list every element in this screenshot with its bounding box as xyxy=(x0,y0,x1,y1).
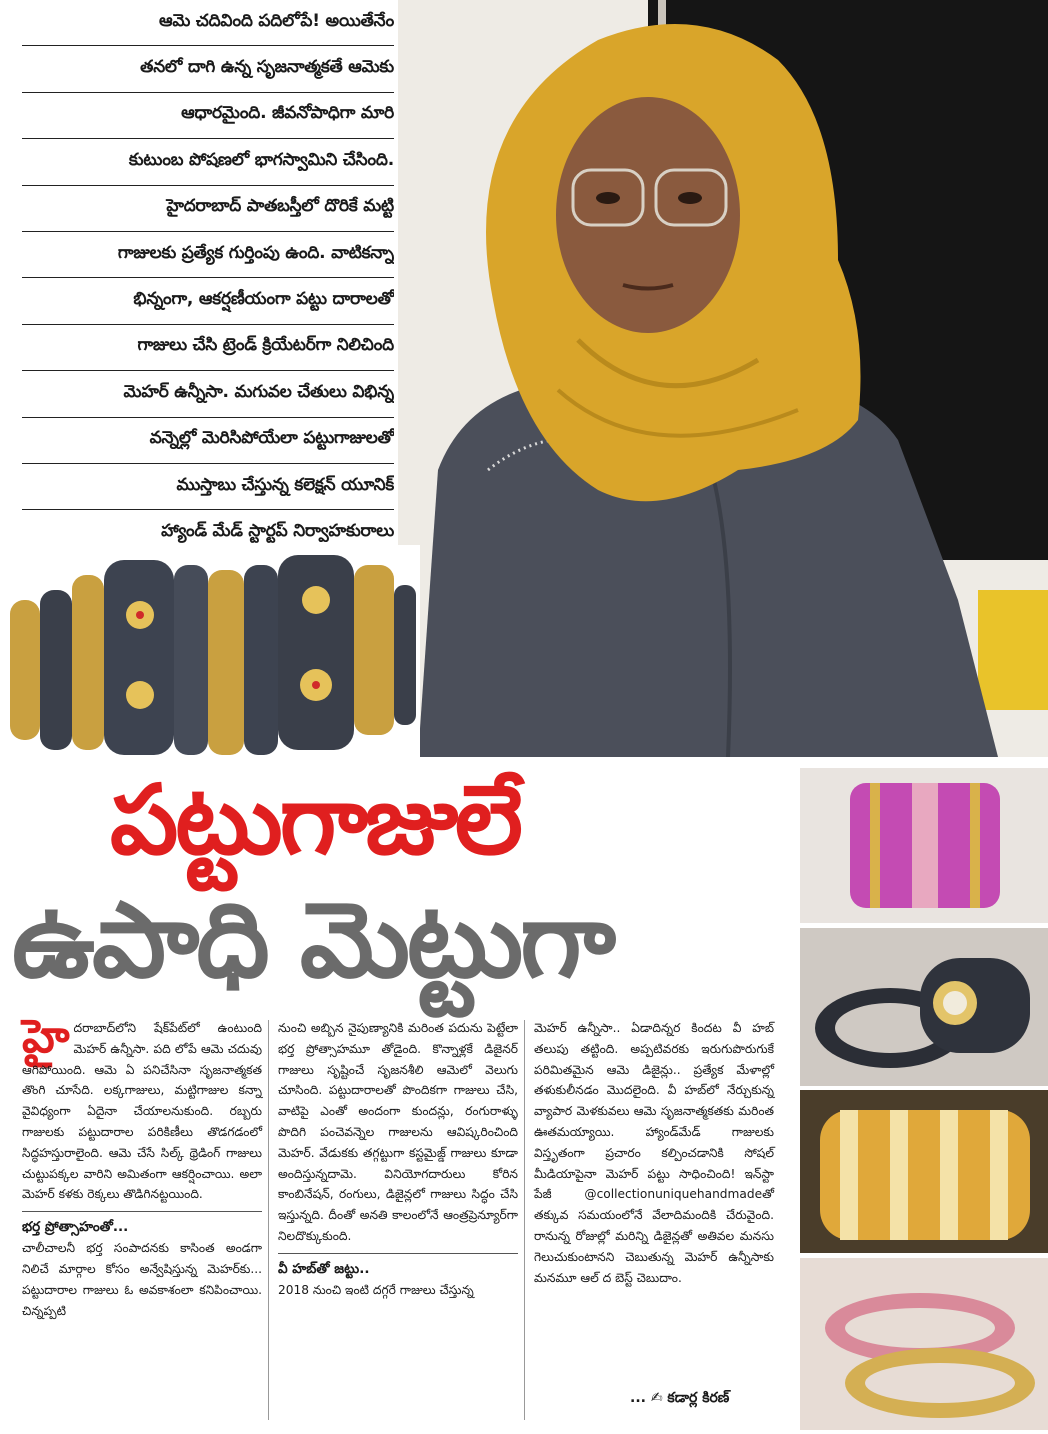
paragraph: నుంచి అబ్బిన నైపుణ్యానికి మరింత పదును పెట్టేలా భర్త ప్రోత్సాహమూ తోడైంది. కొన్నాళ్లకే డిజైనర్ గాజులు సృష్టించే సృజనశీలి ఆమెలో వెలుగు చూసింది. పట్టుదారాలతో పొందికగా గాజులు చేసి, వాటిపై ఎంతో అందంగా కుందన్లు, రంగురాళ్ళు పొదిగి పంచెవన్నెల గాజులను ఆవిష్కరించింది మెహర్. వేడుకకు తగ్గట్టుగా కస్టమైజ్డ్ గాజులు కూడా అందిస్తున్నదామె. వినియోగదారులు కోరిన కాంబినేషన్, రంగులు, డిజైన్లలో గాజులు సిద్ధం చేసి ఇస్తున్నది. దీంతో అనతి కాలంలోనే ఆంత్రప్రెన్యూర్‌గా నిలదొక్కుకుంది. xyxy=(278,1021,518,1243)
portrait-photo xyxy=(398,0,1048,757)
intro-line: ముస్తాబు చేస్తున్న కలెక్షన్ యూనిక్ xyxy=(22,464,394,510)
intro-block xyxy=(22,0,394,602)
headline xyxy=(0,760,790,1005)
article-column-3 xyxy=(534,1018,774,1288)
intro-line: కుటుంబ పోషణలో భాగస్వామిని చేసింది. xyxy=(22,139,394,185)
byline: ... ✍ కడార్ల కిరణ్ xyxy=(630,1390,730,1406)
bangles-photo-pink xyxy=(800,768,1048,923)
intro-line: వన్నెల్లో మెరిసిపోయేలా పట్టుగాజులతో xyxy=(22,418,394,464)
paragraph: దరాబాద్‌లోని షేక్‌పేట్‌లో ఉంటుంది మెహర్ ఉన్నీసా. పది లోపే ఆమె చదువు ఆగిపోయింది. ఆమె ఏ పనిచేసినా సృజనాత్మకత తొంగి చూసేది. లక్కగాజులు, మట్టిగాజుల కన్నా వైవిధ్యంగా ఏదైనా చేయాలనుకుంది. రబ్బరు గాజులకు పట్టుదారాల పరికిణీలు తొడగడంలో సిద్ధహస్తురాలైంది. ఆమె చేసే సిల్క్ థ్రెడింగ్ గాజులు చుట్టుపక్కల వారిని అమితంగా ఆకర్షించాయి. అలా మెహర్ కళకు రెక్కలు తొడిగినట్టయింది. xyxy=(22,1021,262,1202)
intro-line: హ్యాండ్ మేడ్ స్టార్టప్ నిర్వాహకురాలు xyxy=(22,510,394,556)
headline-line-2: ఉపాధి మెట్టుగా xyxy=(12,879,613,1001)
intro-line: ఆధారమైంది. జీవనోపాధిగా మారి xyxy=(22,93,394,139)
bangles-photo-black xyxy=(800,928,1048,1086)
paragraph: చాలీచాలనీ భర్త సంపాదనకు కాసింత అండగా నిలిచే మార్గాల కోసం అన్వేషిస్తున్న మెహర్‌కు... పట్టుదారాల గాజులు ఓ అవకాశంలా కనిపించాయి. చిన్నప్పటి xyxy=(22,1241,262,1318)
bangles-photo xyxy=(0,545,420,760)
article-column-1 xyxy=(22,1009,262,1321)
intro-line: గాజులకు ప్రత్యేక గుర్తింపు ఉంది. వాటికన్నా xyxy=(22,232,394,278)
bangles-photo-peach xyxy=(800,1258,1048,1430)
paragraph: మెహర్ ఉన్నీసా.. ఏడాదిన్నర కిందట వీ హబ్ తలుపు తట్టింది. అప్పటివరకు ఇరుగుపొరుగుకే పరిమితమైన ఆమె డిజైన్లు.. ప్రత్యేక మేళాల్లో తళుకులీనడం మొదలైంది. వీ హబ్‌లో నేర్చుకున్న వ్యాపార మెళకువలు ఆమె సృజనాత్మకతకు మరింత ఊతమయ్యాయి. హ్యాండ్‌మేడ్ గాజులకు విస్తృతంగా ప్రచారం కల్పించడానికి సోషల్ మీడియాపైనా మెహర్ పట్టు సాధించింది! ఇన్‌స్టా పేజీ @collectionuniquehandmadeతో తక్కువ సమయంలోనే వేలాదిమందికి చేరువైంది. రానున్న రోజుల్లో మరిన్ని డిజైన్లతో అతివల మనసు గెలుచుకుంటానని చెబుతున్న మెహర్ ఉన్నీసాకు మనమూ ఆల్ ద బెస్ట్ చెబుదాం. xyxy=(534,1021,774,1285)
intro-line: మెహర్ ఉన్నీసా. మగువల చేతులు విభిన్న xyxy=(22,371,394,417)
subheading: భర్త ప్రోత్సాహంతో... xyxy=(22,1219,129,1236)
intro-line: ఆమె చదివింది పదిలోపే! అయితేనేం xyxy=(22,0,394,46)
intro-line: తనలో దాగి ఉన్న సృజనాత్మకతే ఆమెకు xyxy=(22,46,394,92)
article-column-2 xyxy=(278,1018,518,1301)
bangles-photo-gold xyxy=(800,1090,1048,1253)
intro-line: గాజులు చేసి ట్రెండ్ క్రియేటర్‌గా నిలిచింది xyxy=(22,325,394,371)
paragraph: 2018 నుంచి ఇంటి దగ్గరే గాజులు చేస్తున్న xyxy=(278,1282,474,1297)
intro-line: హైదరాబాద్ పాతబస్తీలో దొరికే మట్టి xyxy=(22,186,394,232)
intro-line: భిన్నంగా, ఆకర్షణీయంగా పట్టు దారాలతో xyxy=(22,278,394,324)
subheading: వీ హబ్‌తో జట్టు.. xyxy=(278,1260,370,1277)
dropcap: హై xyxy=(22,1009,70,1063)
headline-line-1: పట్టుగాజులే xyxy=(110,764,520,876)
